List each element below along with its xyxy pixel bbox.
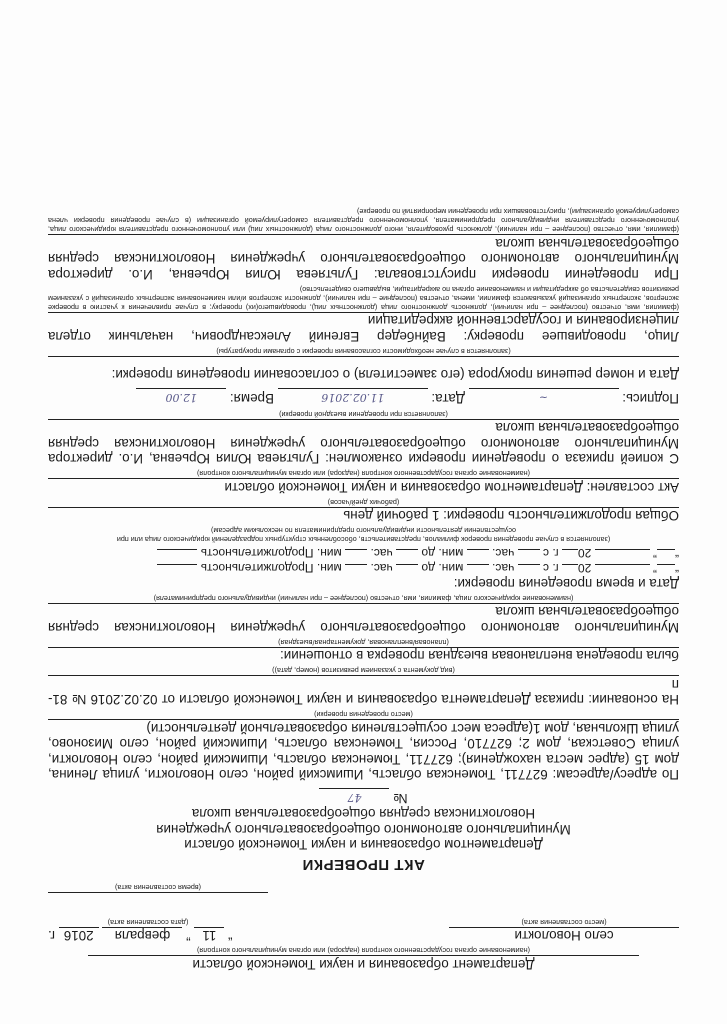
act-title: АКТ ПРОВЕРКИ	[302, 856, 425, 873]
hour-label: час.	[492, 561, 515, 576]
datetime-row-2	[48, 545, 679, 561]
year-prefix: 20	[577, 561, 592, 576]
signature-label: Подпись:	[622, 391, 679, 406]
prosecutor-text: Дата и номер решения прокурора (его заместителя) о согласовании проведения проверки:	[111, 367, 679, 383]
basis-text: На основании: приказа Департамента образования и науки Тюменской области от 02.02.2016 № 81-п	[48, 677, 679, 708]
time-block	[48, 880, 679, 907]
hour-label: час.	[492, 546, 515, 560]
number-label: №	[393, 791, 408, 806]
duration-label: мин. Продолжительность	[200, 546, 342, 560]
date-month: февраля	[102, 927, 182, 944]
to-label: мин. до	[421, 546, 464, 560]
present-text: При проведении проверки присутствовала: Гультяева Юлия Юрьевна, И.о. директора Муниципального автономного общеобразовательного учреждения Новолоктинская средняя общеобразовательная школа	[48, 236, 679, 282]
duration-label: мин. Продолжительность	[200, 561, 342, 576]
inspection-type-caption: (плановая/внеплановая, документарная/выездная)	[278, 638, 449, 647]
signature-row	[48, 389, 679, 407]
from-label: г. с	[543, 561, 559, 576]
datetime-label: Дата и время проведения проверки:	[453, 576, 679, 591]
act-number	[48, 789, 679, 807]
subject-text: Муниципального автономного общеобразовательного учреждения Новолоктинская средняя общеобразовательная школа	[48, 604, 679, 635]
compiled-text: Акт составлен: Департаментом образования и науки Тюменской области	[48, 479, 679, 496]
acquainted-caption: (заполняется при проведении выездной проверки)	[279, 410, 448, 419]
date-caption: (дата составления акта)	[107, 918, 189, 927]
act-date: “ 11 ” февраля 2016 г.	[48, 928, 233, 944]
quote-open: “	[675, 546, 679, 560]
to-label: мин. до	[421, 561, 464, 576]
date-label: Дата:	[431, 391, 465, 406]
address-caption: (место проведения проверки)	[314, 710, 413, 720]
authority-name: Департамент образования и науки Тюменской области	[88, 956, 639, 973]
subtitle-line-2: Муниципального автономного общеобразовательного учреждения	[156, 822, 571, 837]
time-label: Время:	[229, 391, 274, 406]
prosecutor-caption: (заполняется в случае необходимости согласования проверки с органами прокуратуры)	[216, 347, 511, 356]
place: село Новолокти	[449, 927, 679, 944]
place-caption: (место составления акта)	[521, 918, 607, 927]
duration-caption: (рабочих дней/часов)	[327, 498, 400, 507]
hour-label: час.	[370, 546, 393, 560]
subtitle-line-1: Департаментом образования и науки Тюменской области	[184, 837, 543, 853]
compiled-caption: (наименование органа государственного контроля (надзора) или органа муниципального контроля)	[197, 469, 531, 479]
place-date-row	[48, 927, 679, 944]
time-field	[48, 880, 268, 907]
date-year: 2016	[59, 927, 99, 944]
acquainted-text: С копией приказа о проведении проверки ознакомлен: Гультяева Юлия Юрьевна, И.о. директора Муниципального автономного общеобразовательного учреждения Новолоктинская средняя общеобразовательная школа	[48, 420, 679, 467]
prosecutor-line	[48, 356, 679, 367]
inspector-text: Лицо, проводившее проверку: Вайнбедер Евгений Александрович, начальник отдела лицензирования и государственной аккредитации	[48, 313, 679, 344]
present-caption: (фамилия, имя, отчество (последнее – при наличии), должность руководителя, иного должностного лица (должностных лиц) или уполномоченного представителя юридического лица, уполномоченного представителя индивидуального предпринимателя, уполномоченного представителя саморегулируемой организации (в случае проведения проверки члена саморегулируемой организации), присутствовавших при проведении мероприятий по проверке)	[48, 207, 679, 235]
datetime-caption: (заполняется в случае проведения проверок филиалов, представительств, обособленных структурных подразделений юридического лица или при осуществлении деятельности индивидуального предпринимателя по нескольким адресам)	[116, 526, 611, 545]
duration-text: Общая продолжительность проверки: 1 рабочий день	[48, 507, 679, 524]
hour-label: час.	[370, 561, 393, 576]
quote-open: “	[675, 561, 679, 576]
year-prefix: 20	[577, 546, 592, 560]
place-date-captions	[48, 915, 679, 927]
quote-close: ”	[653, 546, 657, 560]
basis-caption: (вид документа с указанием реквизитов (номер, дата))	[272, 666, 455, 676]
subject-caption: (наименование юридического лица, фамилия, имя, отчество (последнее – при наличии) индивидуального предпринимателя)	[153, 594, 574, 603]
number-value: 47	[319, 789, 389, 806]
inspector-caption: (фамилия, имя, отчество (последнее – при наличии), должность должностного лица (должностных лиц), проводившего(их) проверку; в случае привлечения к участию в проверке экспертов, экспертных организаций указываются фамилии, имена, отчества (последние – при наличии), должности экспертов и/или наименования экспертных организаций с указанием реквизитов свидетельства об аккредитации и наименование органа по аккредитации, выдавшего свидетельство)	[48, 285, 679, 312]
quote-close: ”	[653, 561, 657, 576]
date-day: 11	[194, 927, 224, 944]
subtitle-line-3: Новолоктинская средняя общеобразовательная школа	[191, 806, 536, 822]
inspection-type-text: была проведена внеплановая выездная проверка в отношении:	[48, 647, 679, 664]
address-text: По адресу/адресам: 627711, Тюменская область, Ишимский район, село Новолокти, улица Ленина, дом 15 (адрес места нахождения); 627711, Тюменская область, Ишимский район, село Новолокти, улица Советская, дом 2; 627710, Россия, Тюменская область, Ишимский район, село Мизоново, улица Школьная, дом 1(адреса мест осуществления образовательной деятельности)	[48, 721, 679, 783]
time-caption: (время составления акта)	[114, 883, 202, 892]
date-suffix: г.	[48, 928, 55, 944]
signature-mark: ~	[469, 389, 619, 406]
authority-caption: (наименование органа государственного контроля (надзора) или органа муниципального контроля)	[197, 946, 531, 956]
signature-time: 12.00	[136, 389, 226, 406]
from-label: г. с	[543, 546, 559, 560]
time-line	[48, 892, 268, 907]
datetime-row-1	[48, 560, 679, 576]
signature-date: 11.02.2016	[278, 389, 428, 406]
